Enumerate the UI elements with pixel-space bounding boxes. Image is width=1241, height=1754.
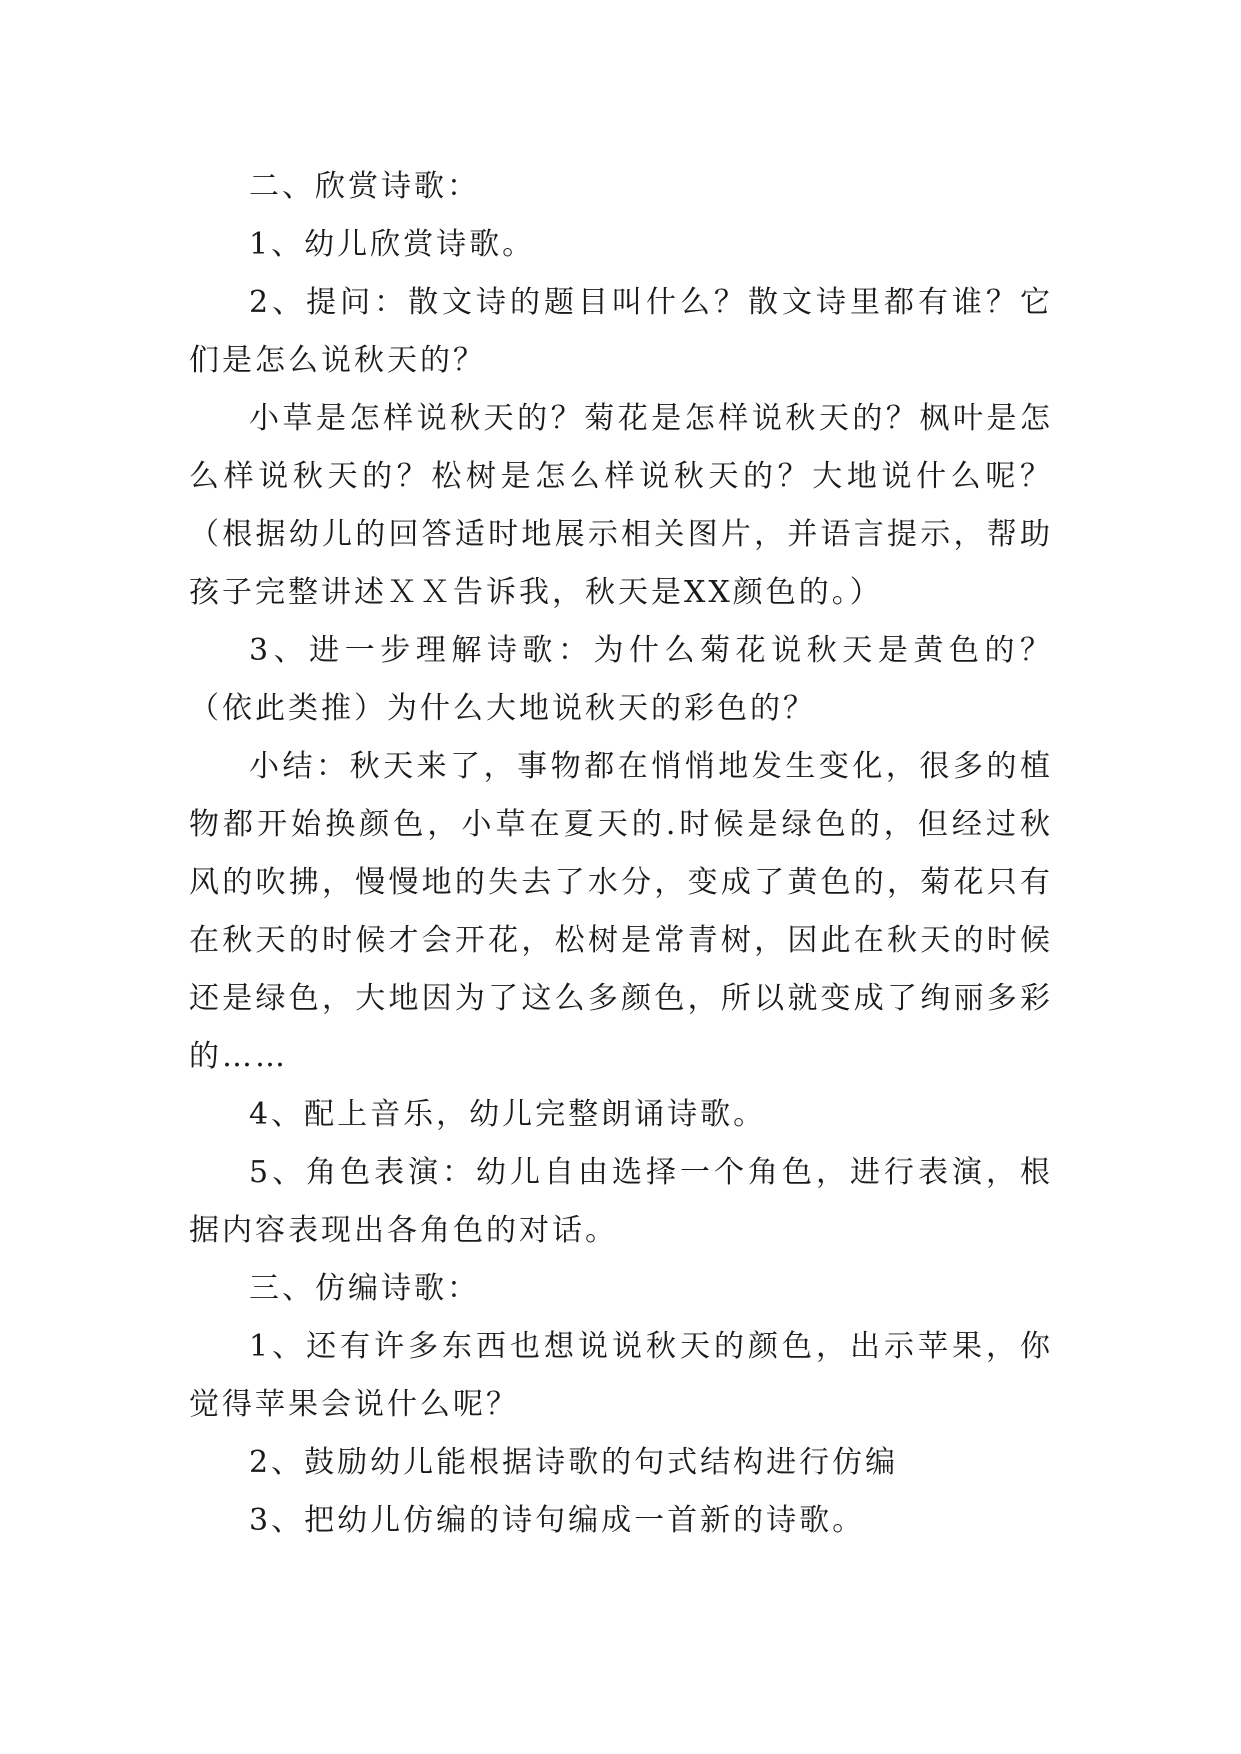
paragraph-step-3: 3、进一步理解诗歌：为什么菊花说秋天是黄色的？（依此类推）为什么大地说秋天的彩色的？ [189,633,1053,726]
paragraph-step-2-questions: 2、提问：散文诗的题目叫什么？散文诗里都有谁？它们是怎么说秋天的？ [189,285,1053,378]
paragraph-imitate-step-1: 1、还有许多东西也想说说秋天的颜色，出示苹果，你觉得苹果会说什么呢？ [189,1329,1053,1422]
paragraph-step-5: 5、角色表演：幼儿自由选择一个角色，进行表演，根据内容表现出各角色的对话。 [189,1155,1053,1248]
section-heading-appreciate-poem: 二、欣赏诗歌： [249,169,480,204]
section-heading-imitate-poem: 三、仿编诗歌： [249,1271,480,1306]
paragraph-summary: 小结：秋天来了，事物都在悄悄地发生变化，很多的植物都开始换颜色，小草在夏天的.时候是绿色的，但经过秋风的吹拂，慢慢地的失去了水分，变成了黄色的，菊花只有在秋天的时候才会开花，松树是常青树，因此在秋天的时候还是绿色，大地因为了这么多颜色，所以就变成了绚丽多彩的…… [189,749,1053,1074]
paragraph-imitate-step-2: 2、鼓励幼儿能根据诗歌的句式结构进行仿编 [249,1445,899,1480]
paragraph-step-4: 4、配上音乐，幼儿完整朗诵诗歌。 [249,1097,767,1132]
paragraph-detail-questions: 小草是怎样说秋天的？菊花是怎样说秋天的？枫叶是怎么样说秋天的？松树是怎么样说秋天的？大地说什么呢？（根据幼儿的回答适时地展示相关图片，并语言提示，帮助孩子完整讲述ＸＸ告诉我，秋天是XX颜色的。） [189,401,1053,610]
paragraph-step-1: 1、幼儿欣赏诗歌。 [249,227,536,262]
document-body [189,158,1053,1550]
paragraph-imitate-step-3: 3、把幼儿仿编的诗句编成一首新的诗歌。 [249,1503,866,1538]
